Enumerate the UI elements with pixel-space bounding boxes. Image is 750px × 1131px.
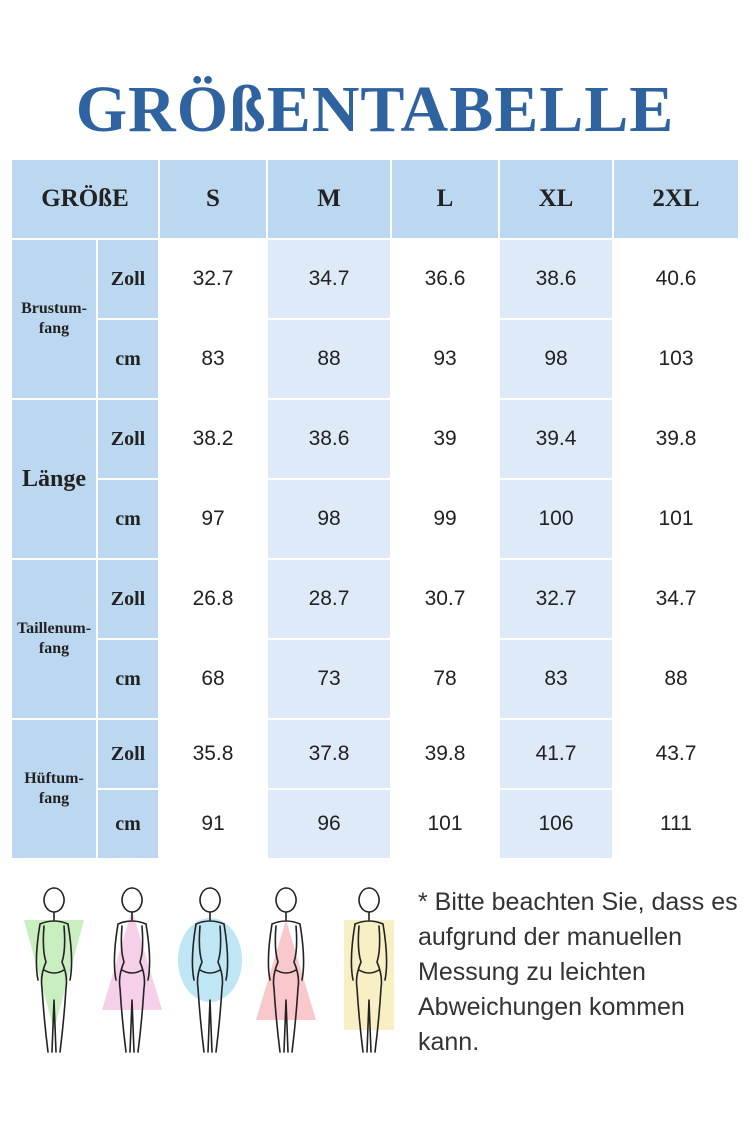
measure-label (12, 720, 96, 858)
header-size-s: S (160, 160, 266, 238)
value-cell-cm: 101 (614, 480, 738, 558)
value-cell-cm: 99 (392, 480, 498, 558)
value-cell-zoll: 34.7 (268, 240, 390, 318)
measure-label (12, 240, 96, 398)
value-cell-zoll: 38.2 (160, 400, 266, 478)
value-cell-cm: 106 (500, 790, 612, 858)
value-cell-cm: 83 (500, 640, 612, 718)
unit-zoll: Zoll (98, 560, 158, 638)
header-size-xl: XL (500, 160, 612, 238)
measure-label-line: Hüftum- (24, 770, 84, 787)
value-cell-zoll: 32.7 (500, 560, 612, 638)
measure-label (12, 560, 96, 718)
value-cell-zoll: 41.7 (500, 720, 612, 788)
value-cell-zoll: 26.8 (160, 560, 266, 638)
unit-cm: cm (98, 640, 158, 718)
body-type-figure-icon (256, 888, 316, 1052)
value-cell-cm: 73 (268, 640, 390, 718)
value-cell-zoll: 32.7 (160, 240, 266, 318)
value-cell-zoll: 40.6 (614, 240, 738, 318)
unit-cm: cm (98, 790, 158, 858)
body-type-figure-icon (344, 888, 394, 1052)
value-cell-cm: 111 (614, 790, 738, 858)
header-size-m: M (268, 160, 390, 238)
body-type-figure-icon (102, 888, 162, 1052)
body-type-figure-icon (178, 888, 242, 1052)
measure-label-line: Brustum- (21, 300, 87, 317)
value-cell-zoll: 39.8 (614, 400, 738, 478)
body-type-figures (14, 880, 409, 1070)
header-size-label: GRÖßE (12, 160, 158, 238)
value-cell-cm: 101 (392, 790, 498, 858)
value-cell-zoll: 38.6 (500, 240, 612, 318)
value-cell-cm: 88 (614, 640, 738, 718)
value-cell-cm: 98 (268, 480, 390, 558)
value-cell-cm: 97 (160, 480, 266, 558)
value-cell-zoll: 34.7 (614, 560, 738, 638)
value-cell-cm: 91 (160, 790, 266, 858)
measure-label-line: fang (38, 640, 70, 657)
measurement-note: * Bitte beachten Sie, dass es aufgrund der manuellen Messung zu leichten Abweichungen kommen kann. (418, 888, 738, 1056)
measure-label-line: fang (38, 790, 70, 807)
value-cell-zoll: 30.7 (392, 560, 498, 638)
unit-zoll: Zoll (98, 720, 158, 788)
value-cell-zoll: 39 (392, 400, 498, 478)
value-cell-cm: 83 (160, 320, 266, 398)
header-size-l: L (392, 160, 498, 238)
value-cell-cm: 100 (500, 480, 612, 558)
measure-label-line: Länge (21, 466, 86, 492)
value-cell-zoll: 39.8 (392, 720, 498, 788)
value-cell-cm: 78 (392, 640, 498, 718)
measure-label-line: Taillenum- (16, 620, 92, 637)
body-type-figure-icon (24, 888, 84, 1052)
value-cell-zoll: 43.7 (614, 720, 738, 788)
value-cell-zoll: 37.8 (268, 720, 390, 788)
value-cell-zoll: 28.7 (268, 560, 390, 638)
value-cell-zoll: 35.8 (160, 720, 266, 788)
page-title: GRÖßENTABELLE (75, 73, 675, 146)
value-cell-cm: 68 (160, 640, 266, 718)
unit-zoll: Zoll (98, 240, 158, 318)
value-cell-cm: 96 (268, 790, 390, 858)
unit-zoll: Zoll (98, 400, 158, 478)
unit-cm: cm (98, 320, 158, 398)
measure-label (12, 400, 96, 558)
value-cell-cm: 98 (500, 320, 612, 398)
value-cell-zoll: 38.6 (268, 400, 390, 478)
unit-cm: cm (98, 480, 158, 558)
value-cell-cm: 88 (268, 320, 390, 398)
value-cell-cm: 93 (392, 320, 498, 398)
value-cell-zoll: 39.4 (500, 400, 612, 478)
header-size-2xl: 2XL (614, 160, 738, 238)
value-cell-zoll: 36.6 (392, 240, 498, 318)
value-cell-cm: 103 (614, 320, 738, 398)
measure-label-line: fang (38, 320, 70, 337)
